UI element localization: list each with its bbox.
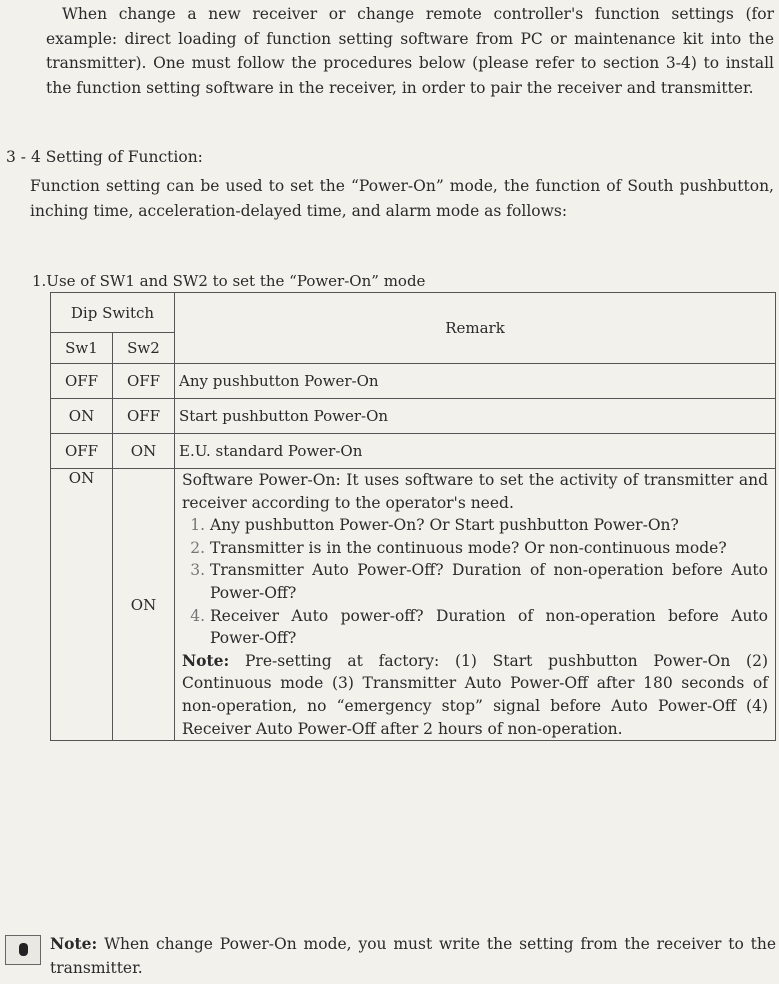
sw2-cell: ON bbox=[113, 434, 175, 469]
remark-cell: Start pushbutton Power-On bbox=[175, 399, 776, 434]
dip-switch-header: Dip Switch bbox=[51, 293, 175, 333]
section-heading: 3 - 4 Setting of Function: bbox=[6, 148, 203, 166]
sw2-cell: OFF bbox=[113, 399, 175, 434]
intro-paragraph: When change a new receiver or change remote controller's function settings (for example: direct loading of function setting software from PC or maintenance kit into the transmitter). One must follow the procedures below (please refer to section 3-4) to install the function setting software in the receiver, in order to pair the receiver and transmitter. bbox=[46, 5, 774, 97]
sw1-cell: ON bbox=[51, 399, 113, 434]
note-label: Note: bbox=[50, 934, 98, 953]
sw2-header: Sw2 bbox=[113, 333, 175, 364]
note-text: Pre-setting at factory: (1) Start pushbutton Power-On (2) Continuous mode (3) Transmitter Auto Power-Off after 180 seconds of non-operation, no “emergency stop” signal before Auto Power-Off (4) Receiver Auto Power-Off after 2 hours of non-operation. bbox=[182, 651, 768, 738]
hand-icon bbox=[5, 935, 41, 965]
table-caption: 1.Use of SW1 and SW2 to set the “Power-On” mode bbox=[32, 272, 426, 290]
dip-switch-table bbox=[50, 292, 776, 741]
bottom-note bbox=[50, 932, 776, 980]
remark-cell: Any pushbutton Power-On bbox=[175, 364, 776, 399]
remark-header: Remark bbox=[175, 293, 776, 364]
list-item: 2. Transmitter is in the continuous mode? Or non-continuous mode? bbox=[210, 537, 768, 560]
note-label: Note: bbox=[182, 650, 230, 670]
software-intro: Software Power-On: It uses software to set the activity of transmitter and receiver according to the operator's need. bbox=[182, 471, 768, 512]
table-row bbox=[51, 364, 776, 399]
table-row bbox=[51, 399, 776, 434]
list-item: 4. Receiver Auto power-off? Duration of non-operation before Auto Power-Off? bbox=[210, 605, 768, 650]
sw1-header: Sw1 bbox=[51, 333, 113, 364]
sw1-cell: ON bbox=[51, 469, 113, 741]
list-item: 3. Transmitter Auto Power-Off? Duration of non-operation before Auto Power-Off? bbox=[210, 559, 768, 604]
sw1-cell: OFF bbox=[51, 364, 113, 399]
sw2-cell: ON bbox=[113, 469, 175, 741]
software-options-list bbox=[182, 514, 768, 650]
factory-note bbox=[182, 650, 768, 740]
sw2-cell: OFF bbox=[113, 364, 175, 399]
table-row-software-power-on bbox=[51, 469, 776, 741]
list-item: 1. Any pushbutton Power-On? Or Start pushbutton Power-On? bbox=[210, 514, 768, 537]
note-text: When change Power-On mode, you must write the setting from the receiver to the transmitter. bbox=[50, 935, 776, 977]
table-row bbox=[51, 434, 776, 469]
sw1-cell: OFF bbox=[51, 434, 113, 469]
section-body: Function setting can be used to set the “Power-On” mode, the function of South pushbutton, inching time, acceleration-delayed time, and alarm mode as follows: bbox=[30, 177, 774, 220]
remark-cell: E.U. standard Power-On bbox=[175, 434, 776, 469]
software-remark-cell bbox=[175, 469, 776, 741]
